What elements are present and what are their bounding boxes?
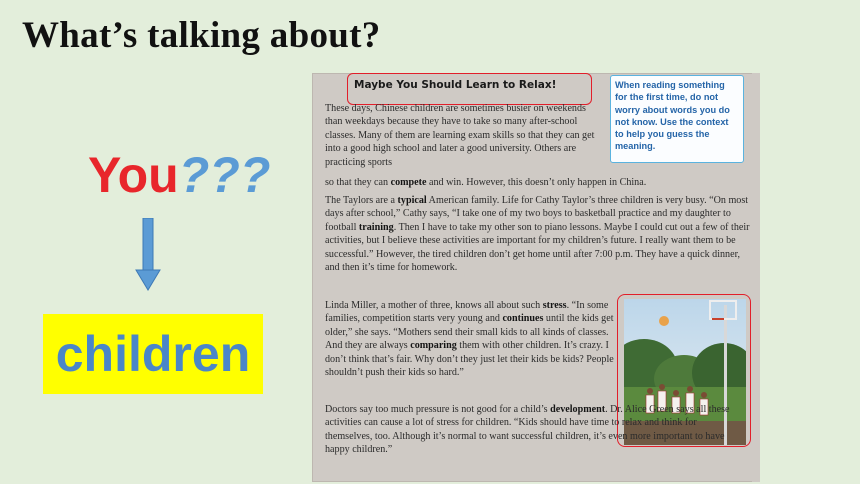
paragraph-1-text-2: so that they can (325, 177, 391, 188)
paragraph-3-text-2: . “In some families, competition starts very young and (325, 300, 609, 325)
paragraph-1-text-3: and win. However, this doesn’t only happen in China. (426, 177, 647, 188)
paragraph-1-text: These days, Chinese children are sometimes busier on weekends than weekdays because they have to take so many after-school classes. Many of them are learning exam skills so that they can get into a good high school and later a good university. Others are practicing sports (325, 103, 595, 168)
paragraph-2-text-1: The Taylors are a (325, 195, 398, 206)
keyword-compete: compete (390, 177, 427, 188)
paragraph-1 (325, 102, 601, 169)
keyword-stress: stress (542, 300, 567, 311)
paragraph-1-end (325, 176, 745, 189)
keyword-training: training (358, 221, 394, 233)
paragraph-3 (325, 299, 619, 379)
reading-tip-box (610, 75, 744, 163)
keyword-continues: continues (502, 313, 544, 325)
article-page (312, 73, 760, 482)
keyword-development: development (550, 404, 606, 415)
keyword-comparing: comparing (410, 340, 457, 352)
paragraph-2-text-2: American family. Life for Cathy Taylor’s three children is very busy. “On most days after school,” Cathy says, “I take one of my two boys to basketball practice and my daughter to football (325, 195, 749, 233)
keyword-typical: typical (397, 195, 427, 206)
reading-tip-text: When reading something for the first time, do not worry about words you do not know. Use the context to help you guess the meaning. (615, 80, 730, 152)
question-marks: ??? (178, 147, 271, 203)
paragraph-2-text-3: . Then I have to take my other son to piano lessons. Maybe I could cut out a few of their activities, but I believe these activities are important for my children’s future. I really want them to be successful.” However, the tired children don’t get home until after 7:00 p.m. They have a quick dinner, and then it’s time for homework. (325, 221, 750, 274)
article-title: Maybe You Should Learn to Relax! (354, 79, 557, 91)
paragraph-4 (325, 403, 745, 457)
paragraph-4-text-1: Doctors say too much pressure is not good for a child’s (325, 404, 551, 415)
answer-text: children (55, 326, 251, 382)
answer-highlight (43, 314, 263, 394)
paragraph-3-text-1: Linda Miller, a mother of three, knows all about such (325, 300, 543, 311)
paragraph-4-text-2: . Dr. Alice Green says all these activities can cause a lot of stress for children. “Kids should have time to relax and think for themselves, too. Although it’s normal to want successful children, it’s even more important to have happy children.” (325, 404, 730, 456)
paragraph-3-text-3: until the kids get older,” she says. “Mothers send their small kids to all kinds of classes. And they are always (325, 313, 614, 352)
paragraph-3-text-4: them with other children. It’s crazy. I don’t think that’s fair. Why don’t they just let their kids be kids? People shouldn’t push their kids so hard.” (325, 340, 614, 379)
question-word-you: You (88, 147, 179, 203)
slide-title: What’s talking about? (22, 15, 381, 56)
question-word (88, 147, 271, 203)
arrow-down-icon (135, 218, 161, 292)
paragraph-2 (325, 194, 750, 274)
